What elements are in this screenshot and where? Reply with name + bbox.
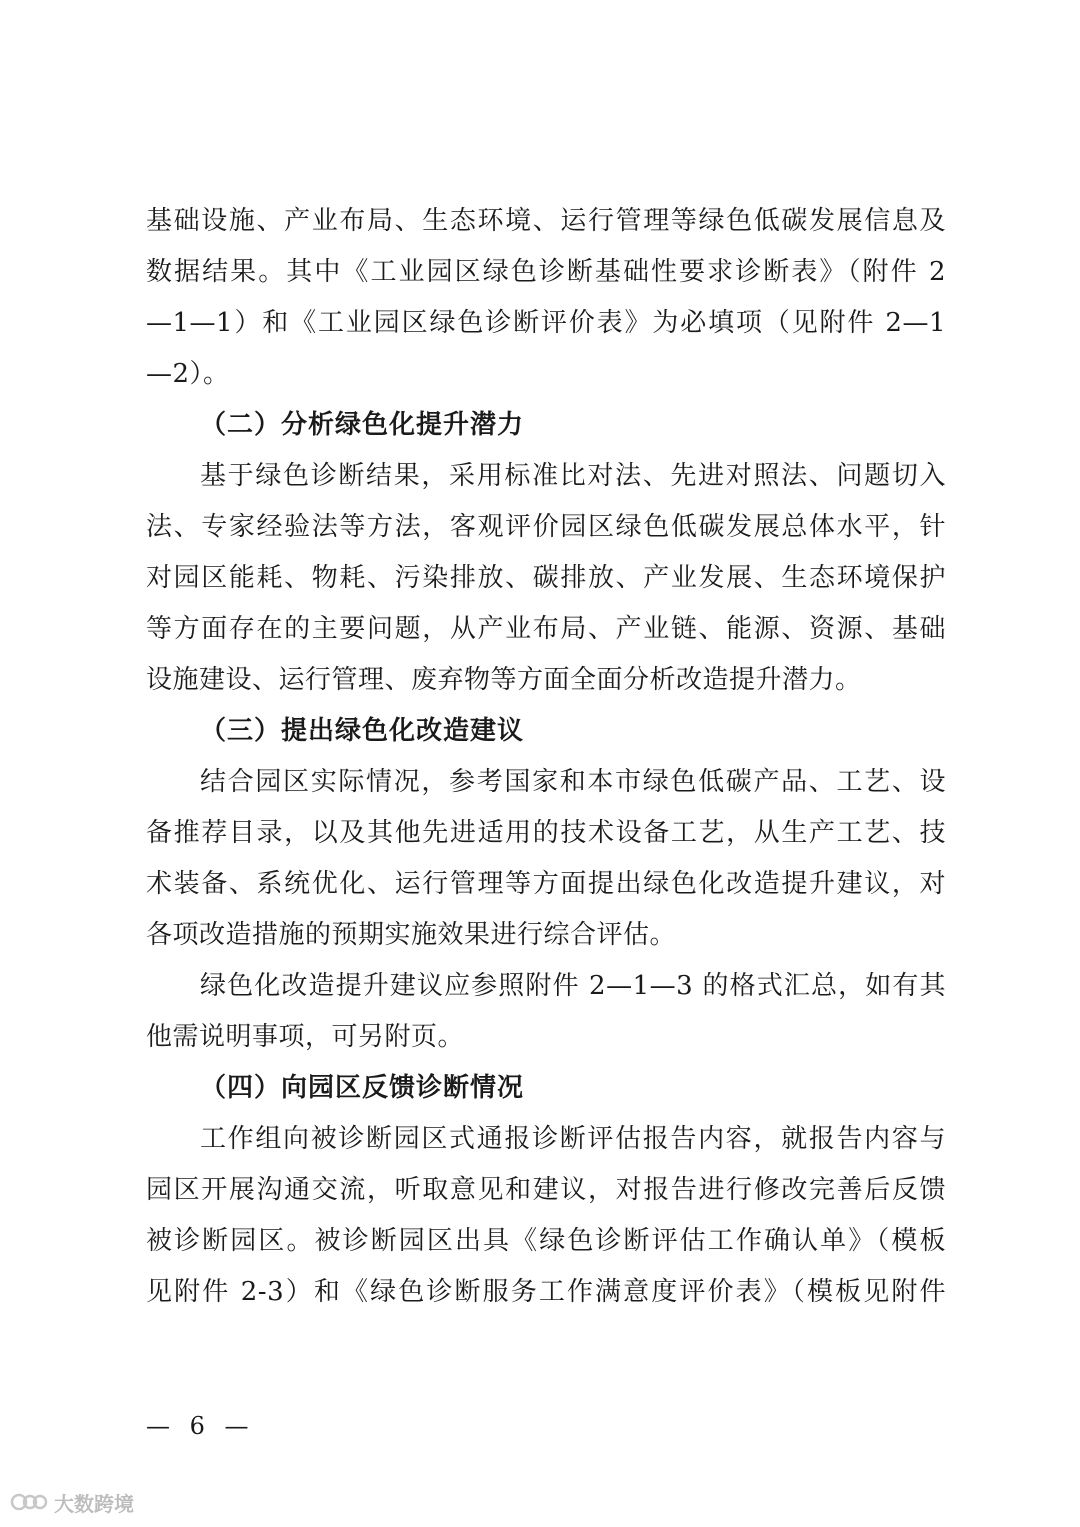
paragraph-line: 基于绿色诊断结果，采用标准比对法、先进对照法、问题切入 xyxy=(200,461,946,491)
watermark-logo-icon xyxy=(10,1489,50,1515)
watermark-text: 大数跨境 xyxy=(54,1491,134,1516)
page-number: — 6 — xyxy=(146,1412,255,1440)
paragraph-line: 对园区能耗、物耗、污染排放、碳排放、产业发展、生态环境保护 xyxy=(146,563,946,593)
paragraph-line: 基础设施、产业布局、生态环境、运行管理等绿色低碳发展信息及 xyxy=(146,206,946,236)
paragraph-line: 设施建设、运行管理、废弃物等方面全面分析改造提升潜力。 xyxy=(146,665,862,695)
paragraph-line: 备推荐目录，以及其他先进适用的技术设备工艺，从生产工艺、技 xyxy=(146,818,946,848)
paragraph-5 xyxy=(146,1114,946,1318)
paragraph-line: 数据结果。其中《工业园区绿色诊断基础性要求诊断表》（附件 2 xyxy=(146,257,946,287)
paragraph-1 xyxy=(146,196,946,400)
paragraph-4 xyxy=(146,961,946,1063)
paragraph-line: 各项改造措施的预期实施效果进行综合评估。 xyxy=(146,920,677,950)
paragraph-line: 园区开展沟通交流，听取意见和建议，对报告进行修改完善后反馈 xyxy=(146,1175,946,1205)
paragraph-line: 等方面存在的主要问题，从产业布局、产业链、能源、资源、基础 xyxy=(146,614,946,644)
paragraph-2 xyxy=(146,451,946,706)
paragraph-line: —1—1）和《工业园区绿色诊断评价表》为必填项（见附件 2—1 xyxy=(146,308,946,338)
paragraph-line: 术装备、系统优化、运行管理等方面提出绿色化改造提升建议，对 xyxy=(146,869,946,899)
paragraph-line: 见附件 2-3）和《绿色诊断服务工作满意度评价表》（模板见附件 xyxy=(146,1277,946,1307)
paragraph-line: 他需说明事项，可另附页。 xyxy=(146,1022,465,1052)
paragraph-line: 法、专家经验法等方法，客观评价园区绿色低碳发展总体水平，针 xyxy=(146,512,946,542)
paragraph-line: 被诊断园区。被诊断园区出具《绿色诊断评估工作确认单》（模板 xyxy=(146,1226,946,1256)
paragraph-3 xyxy=(146,757,946,961)
paragraph-line: 工作组向被诊断园区式通报诊断评估报告内容，就报告内容与 xyxy=(200,1124,946,1154)
document-body xyxy=(146,196,946,1318)
paragraph-line: —2）。 xyxy=(146,359,230,389)
paragraph-line: 绿色化改造提升建议应参照附件 2—1—3 的格式汇总，如有其 xyxy=(200,971,946,1001)
section-heading-2: （二）分析绿色化提升潜力 xyxy=(200,410,525,440)
watermark xyxy=(10,1488,134,1516)
section-heading-4: （四）向园区反馈诊断情况 xyxy=(200,1073,525,1103)
section-heading-3: （三）提出绿色化改造建议 xyxy=(200,716,525,746)
paragraph-line: 结合园区实际情况，参考国家和本市绿色低碳产品、工艺、设 xyxy=(200,767,946,797)
